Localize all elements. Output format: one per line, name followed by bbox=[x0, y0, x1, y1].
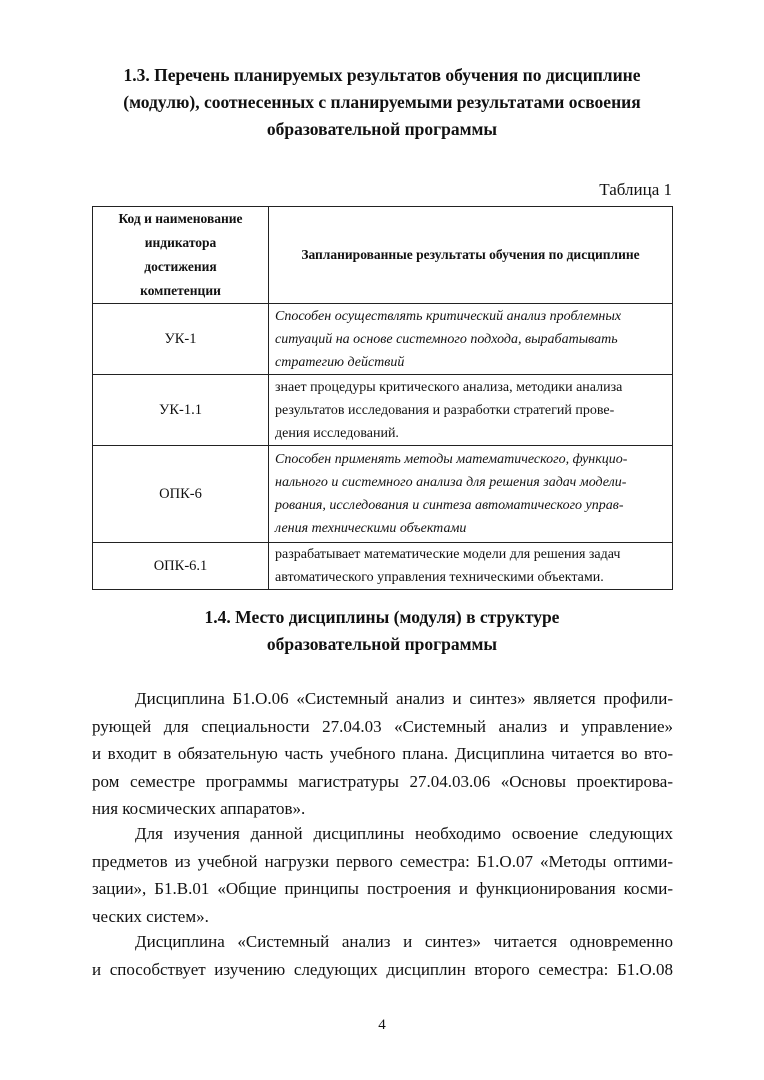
header-line: Код и наименование bbox=[118, 211, 243, 226]
paragraph-line: рующей для специальности 27.04.03 «Системный анализ и управление» bbox=[92, 716, 673, 736]
competency-code: УК-1 bbox=[93, 304, 269, 375]
indicator-code: УК-1.1 bbox=[93, 375, 269, 446]
paragraph-concurrent bbox=[92, 928, 673, 983]
header-line: достижения bbox=[144, 259, 217, 274]
description-line: дения исследований. bbox=[275, 425, 399, 441]
description-line: результатов исследования и разработки стратегий прове- bbox=[275, 402, 615, 418]
table-row bbox=[93, 543, 673, 590]
paragraph-prerequisites bbox=[92, 820, 673, 930]
heading-line: 1.4. Место дисциплины (модуля) в структуре bbox=[204, 607, 560, 627]
heading-line: 1.3. Перечень планируемых результатов обучения по дисциплине bbox=[123, 65, 641, 85]
paragraph-line: ческих систем». bbox=[92, 906, 209, 926]
table-caption: Таблица 1 bbox=[599, 180, 672, 199]
description-line: разрабатывает математические модели для решения задач bbox=[275, 547, 621, 562]
description-line: Способен осуществлять критический анализ проблемных bbox=[275, 308, 622, 324]
indicator-code: ОПК-6.1 bbox=[93, 543, 269, 590]
paragraph-discipline-place bbox=[92, 685, 673, 823]
heading-line: (модулю), соотнесенных с планируемыми результатами освоения bbox=[123, 92, 641, 112]
table-row bbox=[93, 375, 673, 446]
description-line: стратегию действий bbox=[275, 354, 405, 370]
competency-description bbox=[269, 446, 673, 543]
table-row bbox=[93, 446, 673, 543]
header-line: индикатора bbox=[144, 235, 217, 250]
heading-line: образовательной программы bbox=[266, 119, 498, 139]
competency-description bbox=[269, 304, 673, 375]
paragraph-line: ром семестре программы магистратуры 27.04.03.06 «Основы проектирова- bbox=[92, 771, 673, 791]
table-row bbox=[93, 304, 673, 375]
paragraph-line: предметов из учебной нагрузки первого семестра: Б1.О.07 «Методы оптими- bbox=[92, 851, 673, 871]
competency-table bbox=[92, 206, 673, 590]
indicator-description bbox=[269, 543, 673, 590]
header-planned-results: Запланированные результаты обучения по дисциплине bbox=[269, 207, 673, 304]
paragraph-line: и входит в обязательную часть учебного плана. Дисциплина читается во вто- bbox=[92, 744, 673, 763]
header-line: компетенции bbox=[140, 283, 221, 298]
paragraph-line: ния космических аппаратов». bbox=[92, 799, 306, 818]
paragraph-line: Дисциплина «Системный анализ и синтез» читается одновременно bbox=[135, 932, 673, 951]
competency-code: ОПК-6 bbox=[93, 446, 269, 543]
header-indicator-code bbox=[93, 207, 269, 304]
description-line: ления техническими объектами bbox=[275, 521, 467, 536]
paragraph-line: и способствует изучению следующих дисциплин второго семестра: Б1.О.08 bbox=[92, 959, 673, 979]
paragraph-line: Для изучения данной дисциплины необходимо освоение следующих bbox=[135, 824, 673, 843]
page-number: 4 bbox=[378, 1017, 386, 1033]
description-line: рования, исследования и синтеза автоматического управ- bbox=[275, 498, 624, 513]
paragraph-line: зации», Б1.В.01 «Общие принципы построения и функционирования косми- bbox=[92, 879, 673, 898]
table-header-row bbox=[93, 207, 673, 304]
indicator-description bbox=[269, 375, 673, 446]
heading-line: образовательной программы bbox=[266, 634, 498, 654]
paragraph-line: Дисциплина Б1.О.06 «Системный анализ и синтез» является профили- bbox=[135, 689, 673, 708]
section-1-3-heading bbox=[60, 62, 704, 143]
description-line: знает процедуры критического анализа, методики анализа bbox=[275, 379, 623, 395]
description-line: Способен применять методы математического, функцио- bbox=[275, 452, 628, 467]
description-line: нального и системного анализа для решения задач модели- bbox=[275, 475, 627, 490]
description-line: ситуаций на основе системного подхода, вырабатывать bbox=[275, 331, 618, 347]
section-1-4-heading bbox=[60, 604, 704, 658]
description-line: автоматического управления техническими объектами. bbox=[275, 570, 604, 585]
